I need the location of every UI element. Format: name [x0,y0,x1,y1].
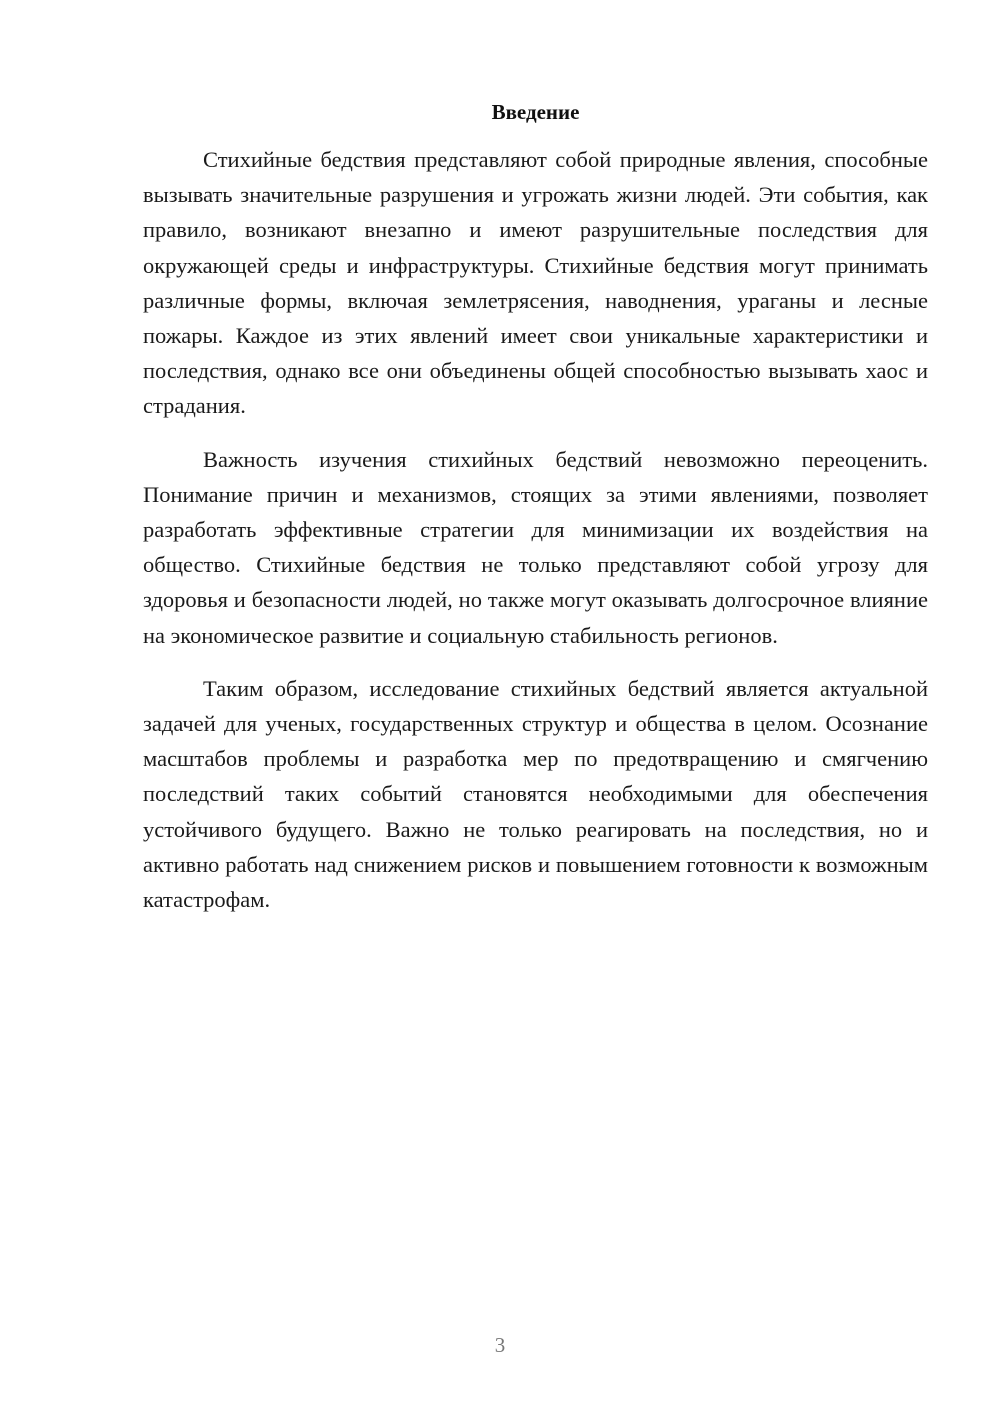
page-number: 3 [494,1333,506,1357]
paragraph-1: Стихийные бедствия представляют собой природные явления, способные вызывать значительные разрушения и угрожать жизни людей. Эти события, как правило, возникают внезапно и имеют разрушительные последствия для окружающей среды и инфраструктуры. Стихийные бедствия могут принимать различные формы, включая землетрясения, наводнения, ураганы и лесные пожары. Каждое из этих явлений имеет свои уникальные характеристики и последствия, однако все они объединены общей способностью вызывать хаос и страдания. [143,147,928,419]
paragraph-2: Важность изучения стихийных бедствий невозможно переоценить. Понимание причин и механизмов, стоящих за этими явлениями, позволяет разработать эффективные стратегии для минимизации их воздействия на общество. Стихийные бедствия не только представляют собой угрозу для здоровья и безопасности людей, но также могут оказывать долгосрочное влияние на экономическое развитие и социальную стабильность регионов. [143,446,928,648]
body-text [143,142,928,935]
page-title: Введение [491,100,580,124]
paragraph-3: Таким образом, исследование стихийных бедствий является актуальной задачей для ученых, государственных структур и общества в целом. Осознание масштабов проблемы и разработка мер по предотвращению и смягчению последствий таких событий становятся необходимыми для обеспечения устойчивого будущего. Важно не только реагировать на последствия, но и активно работать над снижением рисков и повышением готовности к возможным катастрофам. [143,675,928,913]
